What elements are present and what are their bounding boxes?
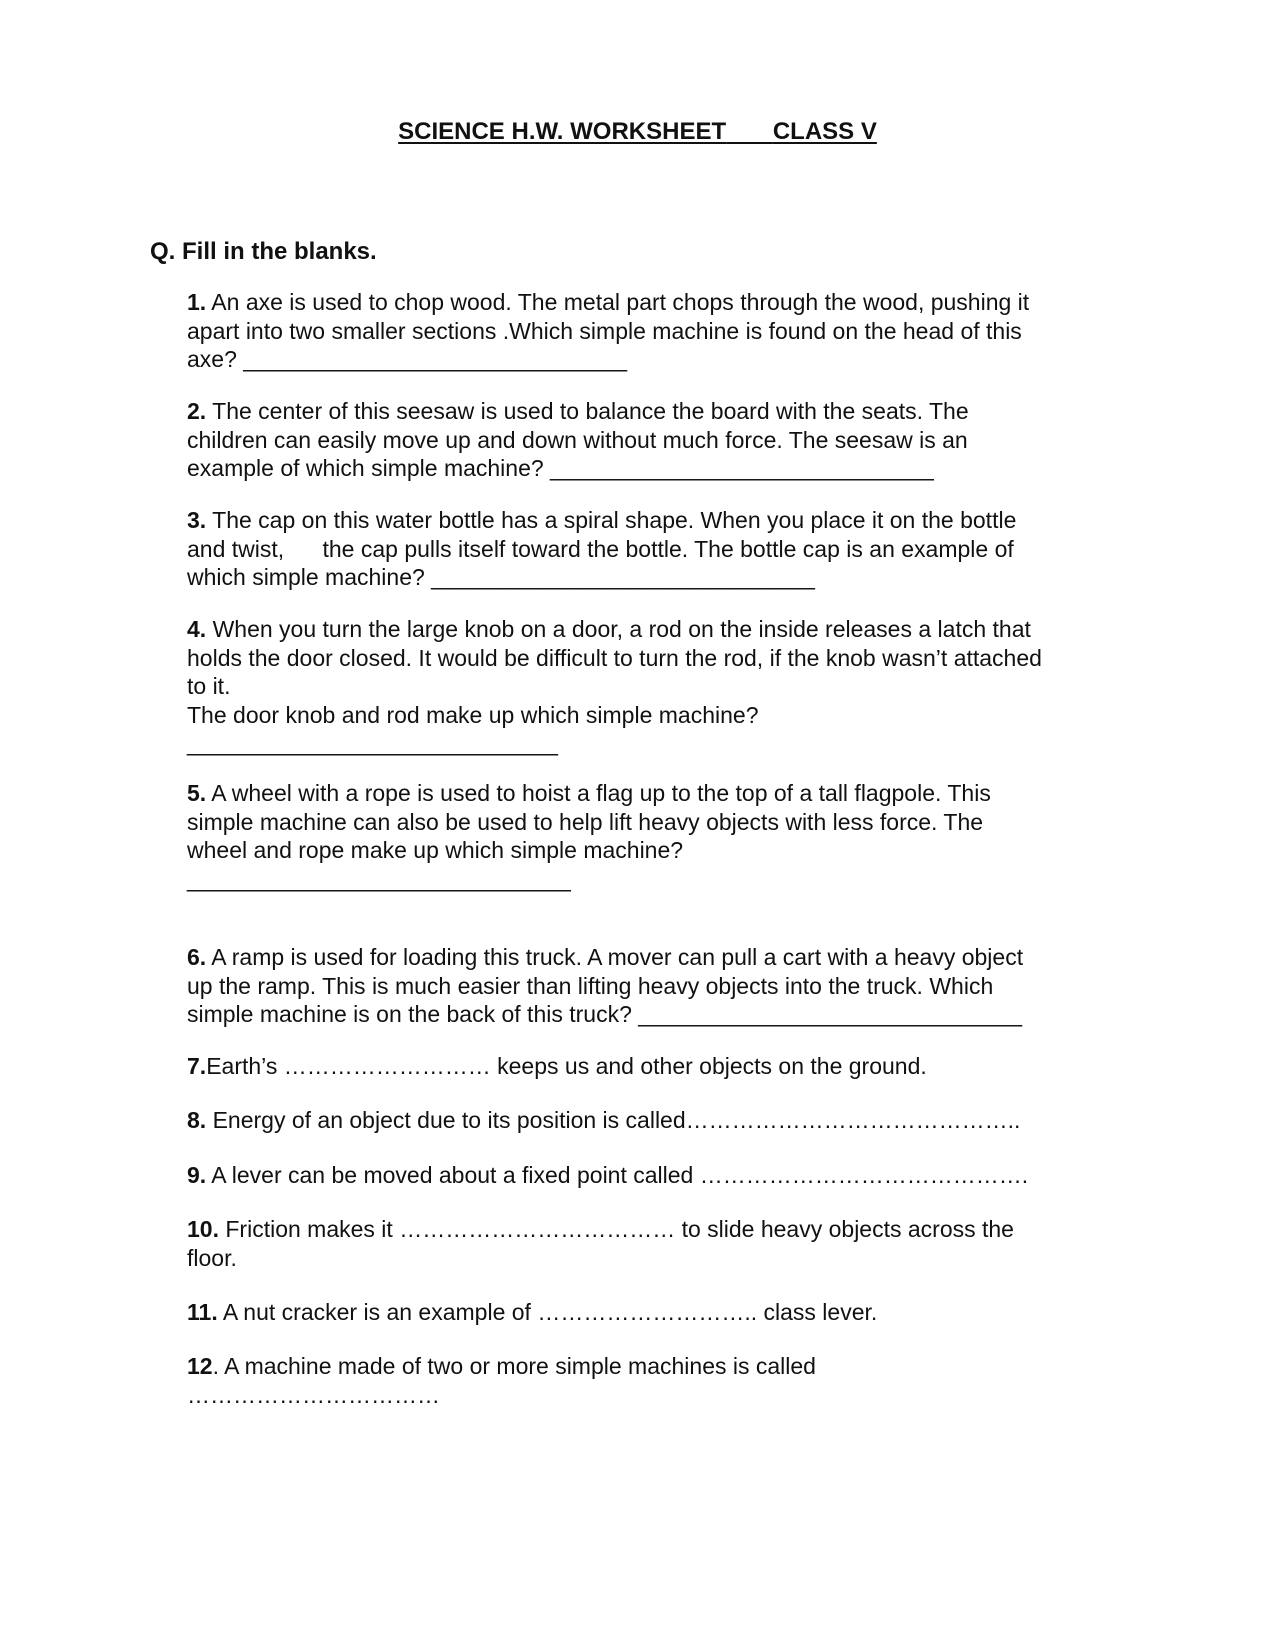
question-number: 11. (187, 1299, 218, 1325)
question-6 (187, 943, 1122, 1029)
question-number: 2. (187, 398, 207, 424)
question-number: 5. (187, 780, 207, 806)
question-1 (187, 288, 1122, 374)
title-class: CLASS V (772, 118, 877, 145)
question-10 (187, 1215, 1122, 1272)
question-text: The center of this seesaw is used to balance the board with the seats. The children can easily move up and down without much force. The seesaw is an example of which simple machine? ______________________________ (187, 398, 969, 481)
question-number: 7. (187, 1053, 207, 1079)
question-5 (187, 779, 1122, 893)
title-gap (726, 118, 773, 145)
question-4 (187, 615, 1122, 758)
question-7 (187, 1052, 1122, 1081)
question-text: An axe is used to chop wood. The metal part chops through the wood, pushing it apart into two smaller sections .Which simple machine is found on the head of this axe? ______________________________ (187, 289, 1030, 372)
question-text: Friction makes it ……………………………… to slide heavy objects across the floor. (187, 1216, 1014, 1271)
question-11 (187, 1298, 1122, 1327)
question-2 (187, 397, 1122, 483)
question-9 (187, 1161, 1122, 1190)
question-3 (187, 506, 1122, 592)
question-text: Earth’s ……………………… keeps us and other objects on the ground. (206, 1053, 927, 1079)
question-text: The cap on this water bottle has a spiral shape. When you place it on the bottle and twist, the cap pulls itself toward the bottle. The bottle cap is an example of which simple machine? ______________________________ (187, 507, 1017, 590)
section-heading: Q. Fill in the blanks. (150, 238, 377, 265)
question-text: When you turn the large knob on a door, a rod on the inside releases a latch that holds the door closed. It would be difficult to turn the rod, if the knob wasn’t attached to it. The door knob and rod make up which simple machine? _____________________________ (187, 616, 1042, 756)
title-subject: SCIENCE H.W. WORKSHEET (398, 118, 727, 145)
question-number: 10. (187, 1216, 219, 1242)
question-number: 8. (187, 1107, 207, 1133)
question-number: 1. (187, 289, 207, 315)
question-number: 9. (187, 1162, 207, 1188)
question-text: Energy of an object due to its position is called…………………………………….. (206, 1107, 1021, 1133)
question-8 (187, 1106, 1122, 1135)
question-text: . A machine made of two or more simple machines is called …………………………… (187, 1353, 816, 1408)
question-text: A ramp is used for loading this truck. A mover can pull a cart with a heavy object up the ramp. This is much easier than lifting heavy objects into the truck. Which simple machine is on the back of this truck? ______________________________ (187, 944, 1024, 1027)
question-number: 12 (187, 1353, 213, 1379)
question-number: 3. (187, 507, 207, 533)
question-12 (187, 1352, 1122, 1409)
question-text: A lever can be moved about a fixed point called ……………………………………. (206, 1162, 1029, 1188)
question-text: A wheel with a rope is used to hoist a flag up to the top of a tall flagpole. This simple machine can also be used to help lift heavy objects with less force. The wheel and rope make up which simple machine? ______________________________ (187, 780, 991, 892)
question-text: A nut cracker is an example of ……………………….. class lever. (217, 1299, 878, 1325)
page-title (0, 118, 1275, 146)
question-number: 6. (187, 944, 207, 970)
question-number: 4. (187, 616, 207, 642)
